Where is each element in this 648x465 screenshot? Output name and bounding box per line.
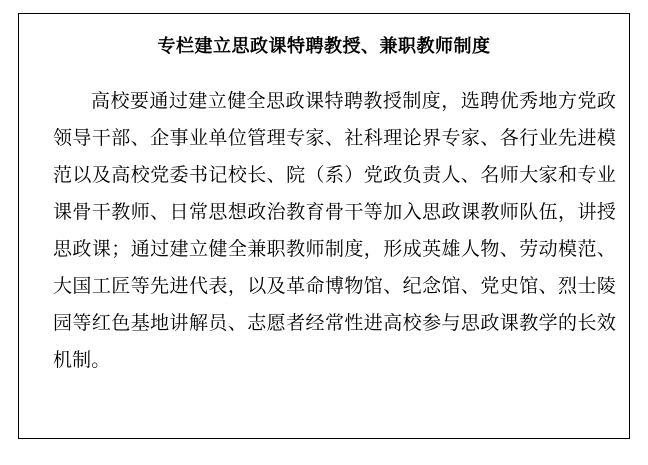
cropped-text-fragment [30,0,150,4]
sidebar-box [18,13,630,439]
cropped-previous-text [0,0,648,4]
box-title: 专栏建立思政课特聘教授、兼职教师制度 [157,36,491,57]
cropped-text-fragment [480,0,600,4]
cropped-text-fragment [330,0,450,4]
box-paragraph: 高校要通过建立健全思政课特聘教授制度，选聘优秀地方党政领导干部、企事业单位管理专家、社科理论界专家、各行业先进模范以及高校党委书记校长、院（系）党政负责人、名师大家和专业课骨干教师、日常思想政治教育骨干等加入思政课教师队伍，讲授思政课；通过建立健全兼职教师制度，形成英雄人物、劳动模范、大国工匠等先进代表，以及革命博物馆、纪念馆、党史馆、烈士陵园等红色基地讲解员、志愿者经常性进高校参与思政课教学的长效机制。 [53,90,616,371]
cropped-text-fragment [180,0,300,4]
